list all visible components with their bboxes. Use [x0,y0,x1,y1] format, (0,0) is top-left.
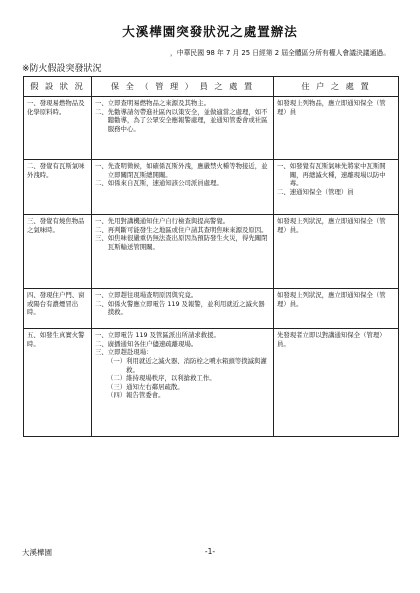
sub-list-item: （一） 利用就近之滅火器、消防栓之噴水箱頭等撲滅與灌救。 [107,356,267,374]
list-item: 三、 立即趕赴現場： [95,348,153,357]
table-row [24,215,399,289]
sub-list-item: （三） 通知左右鄰居疏散。 [107,382,184,391]
list-item: 一、 先查明徵候，如確係瓦斯外洩，應嚴禁火種等物接近，並立即關閉瓦斯總開關。 [95,162,268,179]
table-row [24,329,399,437]
guard-action-cell [92,97,274,160]
list-item: 二、 再判斷可能發生之地區或住户請其查明焦味來源及原因。 [95,225,268,234]
table-header-row [24,77,399,97]
list-item: 三、 如焦味很嚴重仍無法查出原因為預防發生火災，得先關閉瓦斯輸送管開關。 [95,234,268,251]
situation-cell: 五、如發生真實火警時。 [24,329,92,437]
list-item: 二、 先勸導請勿帶進社區內以策安全，並做適當之處理，如不聽勸導，為了公眾安全應報警處理，並通知管委會或社區服務中心。 [95,107,268,133]
resident-action-cell: 如發現上列狀況，應立即通知保全（管理）員。 [274,215,399,289]
list-item: 一、 立即趕往現場查明原因與究竟。 [95,291,198,299]
guard-action-cell [92,160,274,215]
list-item: 二、 廣播通知各住户儘速疏離現場。 [95,339,198,348]
footer-community-name: 大溪樺園 [22,548,52,557]
header-resident-action: 住 户 之 處 置 [274,77,399,97]
resident-action-cell: 如發現上列狀況，應立即通知保全（管理）員。 [274,289,399,329]
guard-action-cell [92,215,274,289]
list-item: 一、 先用對講機通知住户自行檢查與提高警覺。 [95,217,230,225]
resident-action-cell: 如發現上列物品，應立即通知保全（管理）員 [274,97,399,160]
situation-cell: 四、發現住户門、窗或陽台有濃煙冒出時。 [24,289,92,329]
list-item: 一、 立即電告 119 及管區派出所請求救援。 [95,331,220,339]
resident-action-cell [274,160,399,215]
table-row [24,160,399,215]
table-row [24,289,399,329]
list-item: 二、 如係火警應立即電告 119 及報警，並利用就近之滅火器撲救。 [95,299,265,317]
guard-action-cell [92,289,274,329]
situation-cell: 三、發覺有燒焦物品之氣味時。 [24,215,92,289]
sub-list-item: （四） 報告管委會。 [107,391,165,400]
list-item: 一、 立即查明易燃物品之來源及其物主。 [95,99,211,107]
table-row [24,97,399,160]
resident-action-cell: 先發現者立即以對講通知保全（管理）員。 [274,329,399,437]
guard-action-cell [92,329,274,437]
resolution-note: ，中華民國 98 年 7 月 25 日經第 2 屆全體區分所有權人會議決議通過。 [170,49,390,57]
list-item: 一、 如發覺有瓦斯氣味先將家中瓦斯開關，再總滅火種，速離現場以防中毒。 [277,162,386,188]
situation-cell: 二、發覺有瓦斯氣味外洩時。 [24,160,92,215]
page-number: -1- [204,547,216,556]
situation-cell: 一、發現易燃物品及化學原料時。 [24,97,92,160]
sub-list-item: （二） 維持現場秩序，以利搶救工作。 [107,374,216,383]
header-situation: 假 設 狀 況 [24,77,92,97]
section-heading: ※防火假設突發狀況 [22,64,102,74]
procedure-table [23,76,399,437]
list-item: 二、 如係來自瓦斯，速通知該公司派員處理。 [95,179,223,188]
list-item: 二、 速通知保全（管理）員 [277,187,354,196]
page-title: 大溪樺園突發狀況之處置辦法 [122,24,298,39]
header-guard-action: 保 全 （ 管 理 ） 員 之 處 置 [92,77,274,97]
